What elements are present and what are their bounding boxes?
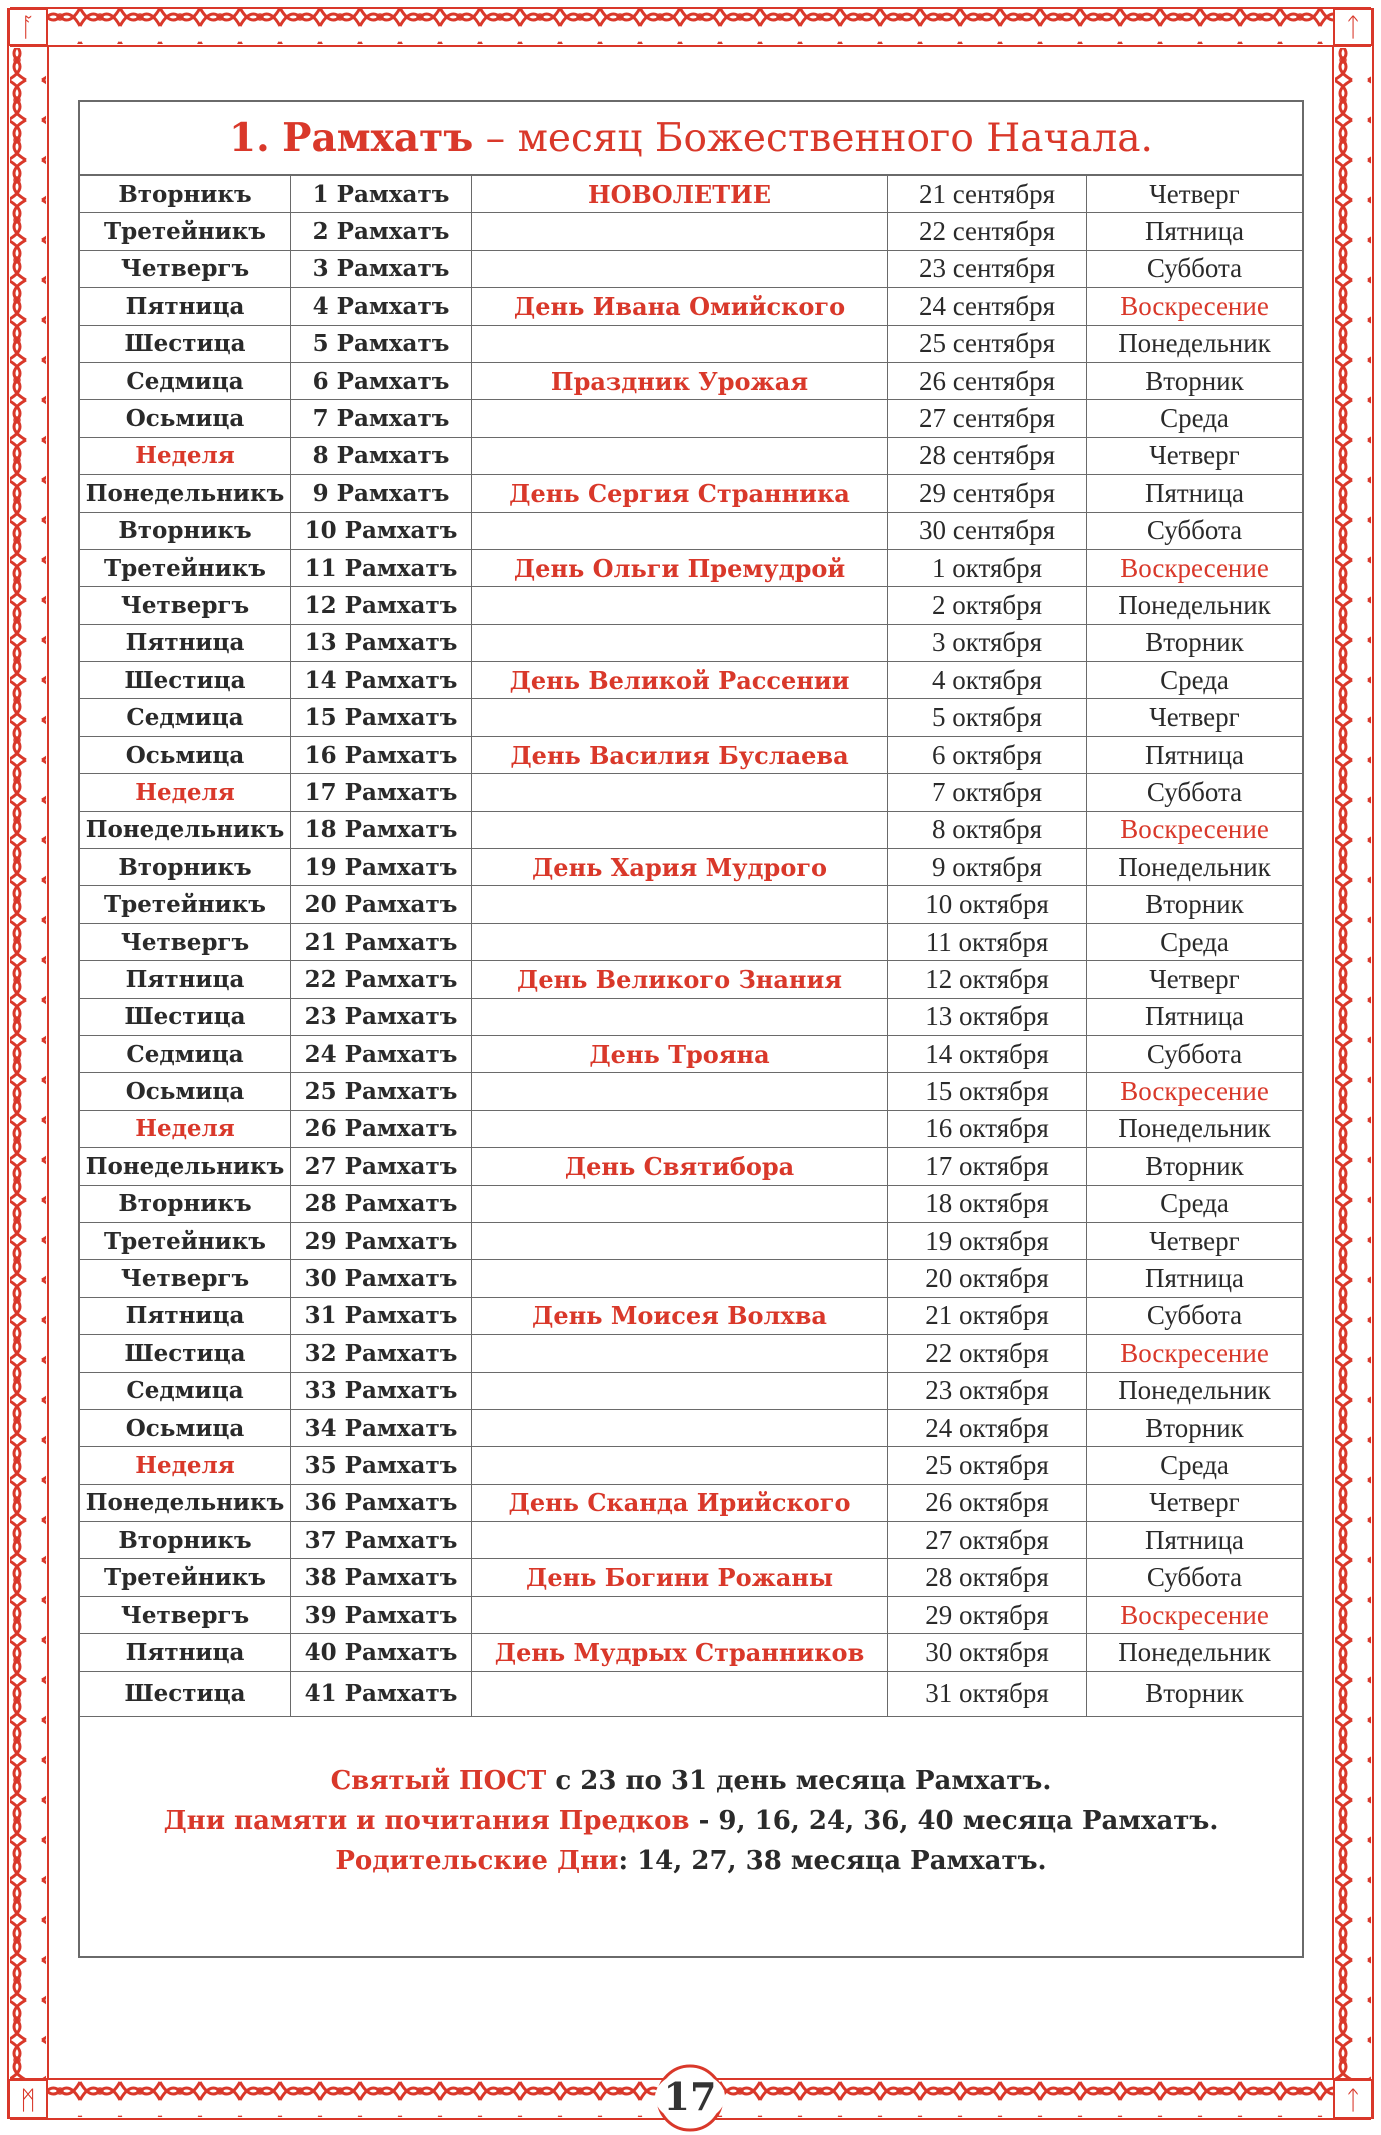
date-cell: 25 сентября	[888, 325, 1087, 362]
holiday-cell: День Василия Буслаева	[472, 736, 888, 773]
table-row	[80, 1596, 1302, 1633]
weekday-cell: Шестица	[80, 1335, 291, 1372]
holiday-cell	[472, 1110, 888, 1147]
weekday-cell: Неделя	[80, 774, 291, 811]
day-cell: 19 Рамхатъ	[291, 849, 472, 886]
day-cell: 26 Рамхатъ	[291, 1110, 472, 1147]
weekday-cell: Неделя	[80, 1110, 291, 1147]
dow-cell: Пятница	[1087, 736, 1303, 773]
dow-cell: Воскресение	[1087, 288, 1303, 325]
dow-cell: Четверг	[1087, 961, 1303, 998]
table-row	[80, 1260, 1302, 1297]
weekday-cell: Третейникъ	[80, 886, 291, 923]
table-row	[80, 1073, 1302, 1110]
weekday-cell: Четвергъ	[80, 1596, 291, 1633]
weekday-cell: Седмица	[80, 1035, 291, 1072]
date-cell: 7 октября	[888, 774, 1087, 811]
weekday-cell: Шестица	[80, 662, 291, 699]
day-cell: 16 Рамхатъ	[291, 736, 472, 773]
note-fast	[80, 1761, 1302, 1801]
holiday-cell	[472, 437, 888, 474]
table-row	[80, 362, 1302, 399]
holiday-cell	[472, 400, 888, 437]
note-fast-label: Святый ПОСТ	[330, 1765, 547, 1796]
holiday-cell: День Моисея Волхва	[472, 1297, 888, 1334]
weekday-cell: Пятница	[80, 288, 291, 325]
table-row	[80, 849, 1302, 886]
table-row	[80, 325, 1302, 362]
table-row	[80, 549, 1302, 586]
date-cell: 21 сентября	[888, 176, 1087, 213]
dow-cell: Четверг	[1087, 1222, 1303, 1259]
table-row	[80, 1484, 1302, 1521]
holiday-cell: День Сканда Ирийского	[472, 1484, 888, 1521]
day-cell: 7 Рамхатъ	[291, 400, 472, 437]
table-row	[80, 475, 1302, 512]
dow-cell: Воскресение	[1087, 1596, 1303, 1633]
dow-cell: Среда	[1087, 1185, 1303, 1222]
weekday-cell: Осьмица	[80, 1073, 291, 1110]
date-cell: 29 сентября	[888, 475, 1087, 512]
date-cell: 28 октября	[888, 1559, 1087, 1596]
weekday-cell: Неделя	[80, 1447, 291, 1484]
table-row	[80, 624, 1302, 661]
date-cell: 26 сентября	[888, 362, 1087, 399]
day-cell: 29 Рамхатъ	[291, 1222, 472, 1259]
day-cell: 1 Рамхатъ	[291, 176, 472, 213]
weekday-cell: Шестица	[80, 325, 291, 362]
date-cell: 10 октября	[888, 886, 1087, 923]
day-cell: 14 Рамхатъ	[291, 662, 472, 699]
table-row	[80, 1148, 1302, 1185]
weekday-cell: Четвергъ	[80, 1260, 291, 1297]
weekday-cell: Вторникъ	[80, 176, 291, 213]
date-cell: 27 сентября	[888, 400, 1087, 437]
date-cell: 25 октября	[888, 1447, 1087, 1484]
table-row	[80, 176, 1302, 213]
date-cell: 15 октября	[888, 1073, 1087, 1110]
dow-cell: Понедельник	[1087, 849, 1303, 886]
holiday-cell	[472, 1335, 888, 1372]
dow-cell: Среда	[1087, 1447, 1303, 1484]
table-row	[80, 961, 1302, 998]
table-row	[80, 400, 1302, 437]
page-title	[80, 102, 1302, 176]
holiday-cell	[472, 250, 888, 287]
date-cell: 19 октября	[888, 1222, 1087, 1259]
dow-cell: Среда	[1087, 662, 1303, 699]
day-cell: 37 Рамхатъ	[291, 1522, 472, 1559]
corner-glyph: ᛏ	[1345, 13, 1361, 43]
weekday-cell: Осьмица	[80, 1409, 291, 1446]
weekday-cell: Четвергъ	[80, 587, 291, 624]
title-number: 1.	[229, 115, 270, 161]
page-number: 17	[655, 2072, 725, 2122]
holiday-cell: Праздник Урожая	[472, 362, 888, 399]
dow-cell: Понедельник	[1087, 1110, 1303, 1147]
dow-cell: Понедельник	[1087, 1634, 1303, 1671]
note-fast-text: с 23 по 31 день месяца Рамхатъ.	[555, 1765, 1052, 1796]
title-subtitle: месяц Божественного Начала.	[517, 116, 1153, 161]
holiday-cell	[472, 1222, 888, 1259]
table-row	[80, 1110, 1302, 1147]
dow-cell: Четверг	[1087, 437, 1303, 474]
dow-cell: Четверг	[1087, 1484, 1303, 1521]
table-row	[80, 662, 1302, 699]
dow-cell: Вторник	[1087, 886, 1303, 923]
date-cell: 30 октября	[888, 1634, 1087, 1671]
dow-cell: Воскресение	[1087, 811, 1303, 848]
dow-cell: Вторник	[1087, 362, 1303, 399]
dow-cell: Воскресение	[1087, 1073, 1303, 1110]
day-cell: 41 Рамхатъ	[291, 1671, 472, 1716]
note-parents	[80, 1841, 1302, 1881]
holiday-cell	[472, 1372, 888, 1409]
date-cell: 18 октября	[888, 1185, 1087, 1222]
day-cell: 34 Рамхатъ	[291, 1409, 472, 1446]
weekday-cell: Седмица	[80, 362, 291, 399]
day-cell: 27 Рамхатъ	[291, 1148, 472, 1185]
day-cell: 15 Рамхатъ	[291, 699, 472, 736]
holiday-cell	[472, 1522, 888, 1559]
holiday-cell: День Мудрых Странников	[472, 1634, 888, 1671]
weekday-cell: Осьмица	[80, 400, 291, 437]
dow-cell: Пятница	[1087, 1522, 1303, 1559]
weekday-cell: Осьмица	[80, 736, 291, 773]
day-cell: 11 Рамхатъ	[291, 549, 472, 586]
holiday-cell	[472, 923, 888, 960]
table-row	[80, 1335, 1302, 1372]
holiday-cell	[472, 811, 888, 848]
holiday-cell	[472, 1260, 888, 1297]
dow-cell: Пятница	[1087, 998, 1303, 1035]
day-cell: 31 Рамхатъ	[291, 1297, 472, 1334]
calendar-page	[78, 100, 1304, 1958]
holiday-cell	[472, 774, 888, 811]
table-row	[80, 1372, 1302, 1409]
holiday-cell	[472, 512, 888, 549]
day-cell: 33 Рамхатъ	[291, 1372, 472, 1409]
table-row	[80, 1035, 1302, 1072]
day-cell: 10 Рамхатъ	[291, 512, 472, 549]
weekday-cell: Шестица	[80, 998, 291, 1035]
date-cell: 30 сентября	[888, 512, 1087, 549]
holiday-cell: НОВОЛЕТИЕ	[472, 176, 888, 213]
note-parents-label: Родительские Дни	[335, 1845, 619, 1876]
day-cell: 24 Рамхатъ	[291, 1035, 472, 1072]
holiday-cell	[472, 1671, 888, 1716]
date-cell: 24 сентября	[888, 288, 1087, 325]
weekday-cell: Третейникъ	[80, 549, 291, 586]
day-cell: 32 Рамхатъ	[291, 1335, 472, 1372]
day-cell: 4 Рамхатъ	[291, 288, 472, 325]
weekday-cell: Понедельникъ	[80, 475, 291, 512]
weekday-cell: Понедельникъ	[80, 1148, 291, 1185]
calendar-table	[80, 176, 1302, 1717]
date-cell: 8 октября	[888, 811, 1087, 848]
day-cell: 5 Рамхатъ	[291, 325, 472, 362]
weekday-cell: Третейникъ	[80, 213, 291, 250]
date-cell: 6 октября	[888, 736, 1087, 773]
dow-cell: Четверг	[1087, 699, 1303, 736]
dow-cell: Среда	[1087, 923, 1303, 960]
date-cell: 23 сентября	[888, 250, 1087, 287]
date-cell: 1 октября	[888, 549, 1087, 586]
dow-cell: Воскресение	[1087, 1335, 1303, 1372]
date-cell: 22 октября	[888, 1335, 1087, 1372]
date-cell: 23 октября	[888, 1372, 1087, 1409]
holiday-cell	[472, 325, 888, 362]
holiday-cell	[472, 1596, 888, 1633]
day-cell: 22 Рамхатъ	[291, 961, 472, 998]
table-row	[80, 811, 1302, 848]
day-cell: 8 Рамхатъ	[291, 437, 472, 474]
note-parents-text: : 14, 27, 38 месяца Рамхатъ.	[618, 1845, 1047, 1876]
dow-cell: Вторник	[1087, 1148, 1303, 1185]
weekday-cell: Неделя	[80, 437, 291, 474]
date-cell: 5 октября	[888, 699, 1087, 736]
table-row	[80, 250, 1302, 287]
weekday-cell: Пятница	[80, 624, 291, 661]
weekday-cell: Четвергъ	[80, 250, 291, 287]
day-cell: 30 Рамхатъ	[291, 1260, 472, 1297]
weekday-cell: Вторникъ	[80, 512, 291, 549]
table-row	[80, 437, 1302, 474]
table-row	[80, 1559, 1302, 1596]
day-cell: 38 Рамхатъ	[291, 1559, 472, 1596]
weekday-cell: Четвергъ	[80, 923, 291, 960]
holiday-cell	[472, 1409, 888, 1446]
weekday-cell: Седмица	[80, 1372, 291, 1409]
holiday-cell	[472, 1447, 888, 1484]
dow-cell: Суббота	[1087, 1297, 1303, 1334]
holiday-cell	[472, 587, 888, 624]
table-row	[80, 1522, 1302, 1559]
dow-cell: Суббота	[1087, 250, 1303, 287]
table-row	[80, 288, 1302, 325]
holiday-cell	[472, 1073, 888, 1110]
table-row	[80, 1185, 1302, 1222]
date-cell: 21 октября	[888, 1297, 1087, 1334]
table-row	[80, 1671, 1302, 1716]
dow-cell: Вторник	[1087, 1409, 1303, 1446]
holiday-cell: День Трояна	[472, 1035, 888, 1072]
date-cell: 2 октября	[888, 587, 1087, 624]
note-memory-text: - 9, 16, 24, 36, 40 месяца Рамхатъ.	[698, 1805, 1219, 1836]
day-cell: 40 Рамхатъ	[291, 1634, 472, 1671]
title-dash: –	[485, 116, 506, 161]
title-month: Рамхатъ	[282, 115, 474, 161]
date-cell: 20 октября	[888, 1260, 1087, 1297]
day-cell: 23 Рамхатъ	[291, 998, 472, 1035]
weekday-cell: Шестица	[80, 1671, 291, 1716]
weekday-cell: Вторникъ	[80, 1185, 291, 1222]
date-cell: 11 октября	[888, 923, 1087, 960]
day-cell: 25 Рамхатъ	[291, 1073, 472, 1110]
note-memory-label: Дни памяти и почитания Предков	[163, 1805, 690, 1836]
weekday-cell: Третейникъ	[80, 1222, 291, 1259]
dow-cell: Понедельник	[1087, 1372, 1303, 1409]
holiday-cell: День Святибора	[472, 1148, 888, 1185]
date-cell: 26 октября	[888, 1484, 1087, 1521]
date-cell: 13 октября	[888, 998, 1087, 1035]
table-row	[80, 998, 1302, 1035]
day-cell: 39 Рамхатъ	[291, 1596, 472, 1633]
holiday-cell	[472, 886, 888, 923]
day-cell: 9 Рамхатъ	[291, 475, 472, 512]
day-cell: 20 Рамхатъ	[291, 886, 472, 923]
day-cell: 2 Рамхатъ	[291, 213, 472, 250]
day-cell: 28 Рамхатъ	[291, 1185, 472, 1222]
dow-cell: Понедельник	[1087, 587, 1303, 624]
table-row	[80, 699, 1302, 736]
dow-cell: Понедельник	[1087, 325, 1303, 362]
date-cell: 28 сентября	[888, 437, 1087, 474]
dow-cell: Вторник	[1087, 1671, 1303, 1716]
date-cell: 29 октября	[888, 1596, 1087, 1633]
day-cell: 21 Рамхатъ	[291, 923, 472, 960]
table-row	[80, 886, 1302, 923]
holiday-cell: День Великого Знания	[472, 961, 888, 998]
note-memory	[80, 1801, 1302, 1841]
corner-glyph: ᚪ	[20, 13, 36, 43]
date-cell: 16 октября	[888, 1110, 1087, 1147]
date-cell: 9 октября	[888, 849, 1087, 886]
table-row	[80, 736, 1302, 773]
dow-cell: Вторник	[1087, 624, 1303, 661]
holiday-cell	[472, 1185, 888, 1222]
weekday-cell: Понедельникъ	[80, 811, 291, 848]
date-cell: 27 октября	[888, 1522, 1087, 1559]
notes	[80, 1717, 1302, 1881]
corner-glyph: ᛏ	[1345, 2086, 1361, 2116]
date-cell: 4 октября	[888, 662, 1087, 699]
day-cell: 18 Рамхатъ	[291, 811, 472, 848]
date-cell: 14 октября	[888, 1035, 1087, 1072]
table-row	[80, 1297, 1302, 1334]
weekday-cell: Седмица	[80, 699, 291, 736]
table-row	[80, 923, 1302, 960]
weekday-cell: Вторникъ	[80, 1522, 291, 1559]
date-cell: 17 октября	[888, 1148, 1087, 1185]
corner-glyph: ᛗ	[20, 2086, 36, 2116]
holiday-cell: День Сергия Странника	[472, 475, 888, 512]
table-row	[80, 512, 1302, 549]
day-cell: 12 Рамхатъ	[291, 587, 472, 624]
day-cell: 6 Рамхатъ	[291, 362, 472, 399]
holiday-cell: День Великой Рассении	[472, 662, 888, 699]
table-row	[80, 1447, 1302, 1484]
date-cell: 3 октября	[888, 624, 1087, 661]
holiday-cell: День Ивана Омийского	[472, 288, 888, 325]
day-cell: 36 Рамхатъ	[291, 1484, 472, 1521]
table-row	[80, 1409, 1302, 1446]
holiday-cell: День Богини Рожаны	[472, 1559, 888, 1596]
holiday-cell: День Хария Мудрого	[472, 849, 888, 886]
holiday-cell: День Ольги Премудрой	[472, 549, 888, 586]
dow-cell: Пятница	[1087, 475, 1303, 512]
holiday-cell	[472, 213, 888, 250]
date-cell: 24 октября	[888, 1409, 1087, 1446]
day-cell: 3 Рамхатъ	[291, 250, 472, 287]
day-cell: 35 Рамхатъ	[291, 1447, 472, 1484]
table-row	[80, 1634, 1302, 1671]
dow-cell: Пятница	[1087, 213, 1303, 250]
dow-cell: Пятница	[1087, 1260, 1303, 1297]
table-row	[80, 774, 1302, 811]
dow-cell: Суббота	[1087, 1035, 1303, 1072]
table-row	[80, 213, 1302, 250]
dow-cell: Суббота	[1087, 512, 1303, 549]
weekday-cell: Понедельникъ	[80, 1484, 291, 1521]
dow-cell: Среда	[1087, 400, 1303, 437]
table-row	[80, 1222, 1302, 1259]
dow-cell: Суббота	[1087, 1559, 1303, 1596]
dow-cell: Воскресение	[1087, 549, 1303, 586]
date-cell: 22 сентября	[888, 213, 1087, 250]
day-cell: 13 Рамхатъ	[291, 624, 472, 661]
date-cell: 31 октября	[888, 1671, 1087, 1716]
holiday-cell	[472, 998, 888, 1035]
weekday-cell: Вторникъ	[80, 849, 291, 886]
weekday-cell: Пятница	[80, 1297, 291, 1334]
weekday-cell: Пятница	[80, 961, 291, 998]
weekday-cell: Пятница	[80, 1634, 291, 1671]
dow-cell: Четверг	[1087, 176, 1303, 213]
dow-cell: Суббота	[1087, 774, 1303, 811]
date-cell: 12 октября	[888, 961, 1087, 998]
holiday-cell	[472, 699, 888, 736]
holiday-cell	[472, 624, 888, 661]
weekday-cell: Третейникъ	[80, 1559, 291, 1596]
day-cell: 17 Рамхатъ	[291, 774, 472, 811]
table-row	[80, 587, 1302, 624]
